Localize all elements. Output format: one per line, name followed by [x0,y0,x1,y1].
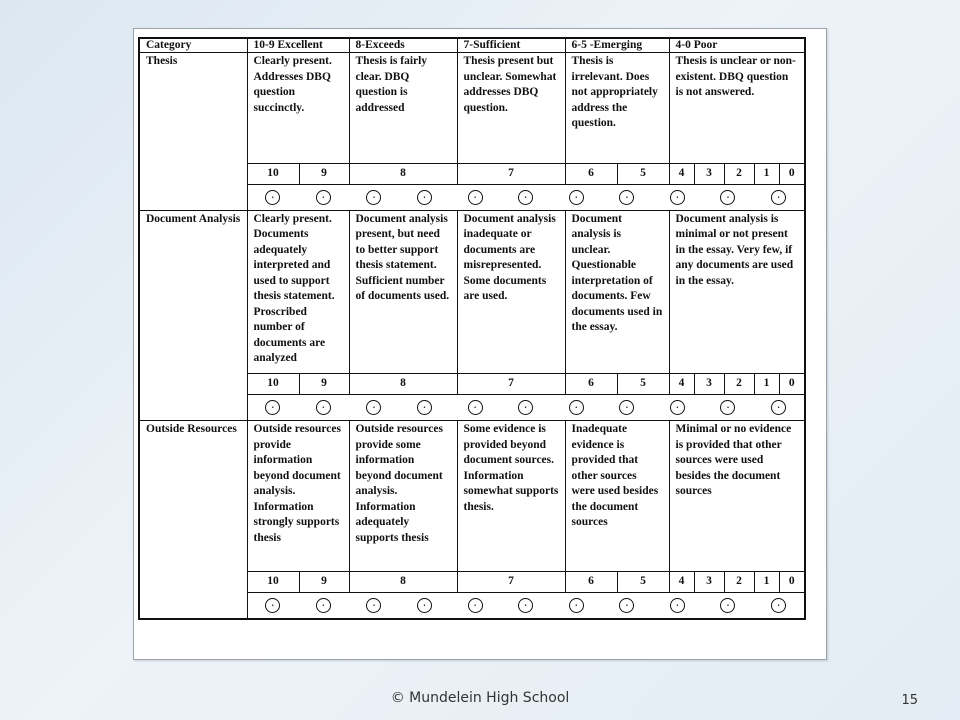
outside-resources-exceeds: Outside resources provide some information beyond document analysis. Information adequately supports thesis [349,421,457,572]
outside-resources-category: Outside Resources [139,421,247,572]
dbq-rubric-table [138,37,806,620]
score-label: 4 [669,374,694,395]
score-label: 2 [724,374,754,395]
thesis-score-row [139,163,805,184]
outside-resources-excellent: Outside resources provide information beyond document analysis. Information strongly supports thesis [247,421,349,572]
thesis-excellent: Clearly present. Addresses DBQ question succinctly. [247,53,349,164]
outside-resources-description-row [139,421,805,572]
score-label: 10 [247,374,299,395]
score-bubble-3[interactable] [619,598,634,613]
document-analysis-sufficient: Document analysis inadequate or documents are misrepresented. Some documents are used. [457,210,565,374]
score-bubble-3[interactable] [619,400,634,415]
header-sufficient: 7-Sufficient [457,38,565,53]
document-analysis-category: Document Analysis [139,210,247,374]
footer-copyright: © Mundelein High School [390,690,570,706]
score-label: 3 [694,163,724,184]
score-bubble-5[interactable] [518,598,533,613]
score-bubble-8[interactable] [366,400,381,415]
page-number: 15 [901,693,918,708]
score-label: 4 [669,571,694,592]
score-bubble-6[interactable] [468,400,483,415]
score-bubble-5[interactable] [518,400,533,415]
score-bubble-0[interactable] [771,400,786,415]
thesis-poor: Thesis is unclear or non-existent. DBQ question is not answered. [669,53,805,164]
score-bubble-1[interactable] [720,190,735,205]
thesis-exceeds: Thesis is fairly clear. DBQ question is addressed [349,53,457,164]
document-analysis-excellent: Clearly present. Documents adequately interpreted and used to support thesis statement. Proscribed number of documents are analyzed [247,210,349,374]
score-bubble-10[interactable] [265,190,280,205]
score-label: 3 [694,571,724,592]
score-label: 7 [457,163,565,184]
score-label: 9 [299,571,349,592]
score-bubble-6[interactable] [468,190,483,205]
thesis-emerging: Thesis is irrelevant. Does not appropriately address the question. [565,53,669,164]
score-label: 0 [779,374,805,395]
score-label: 1 [754,571,779,592]
score-label: 5 [617,374,669,395]
score-label: 2 [724,163,754,184]
score-label: 5 [617,163,669,184]
score-bubble-0[interactable] [771,598,786,613]
score-bubble-9[interactable] [316,400,331,415]
thesis-sufficient: Thesis present but unclear. Somewhat addresses DBQ question. [457,53,565,164]
score-label: 1 [754,163,779,184]
score-bubble-7[interactable] [417,400,432,415]
document-analysis-score-row [139,374,805,395]
score-bubble-5[interactable] [518,190,533,205]
score-label: 9 [299,163,349,184]
score-bubble-10[interactable] [265,400,280,415]
score-label: 0 [779,163,805,184]
header-category: Category [139,38,247,53]
score-bubble-6[interactable] [468,598,483,613]
document-analysis-exceeds: Document analysis present, but need to better support thesis statement. Sufficient number of documents used. [349,210,457,374]
thesis-description-row [139,53,805,164]
score-label: 6 [565,374,617,395]
document-analysis-description-row [139,210,805,374]
score-label: 6 [565,571,617,592]
document-analysis-poor: Document analysis is minimal or not present in the essay. Very few, if any documents are used in the essay. [669,210,805,374]
score-bubble-9[interactable] [316,598,331,613]
score-label: 2 [724,571,754,592]
score-bubble-3[interactable] [619,190,634,205]
score-label: 10 [247,163,299,184]
score-bubble-7[interactable] [417,598,432,613]
score-label: 10 [247,571,299,592]
score-label: 7 [457,374,565,395]
outside-resources-bubbles [248,593,805,618]
score-label: 7 [457,571,565,592]
outside-resources-emerging: Inadequate evidence is provided that other sources were used besides the document sources [565,421,669,572]
score-bubble-9[interactable] [316,190,331,205]
score-bubble-4[interactable] [569,598,584,613]
score-bubble-2[interactable] [670,190,685,205]
thesis-category: Thesis [139,53,247,164]
score-label: 1 [754,374,779,395]
outside-resources-sufficient: Some evidence is provided beyond document sources. Information somewhat supports thesis. [457,421,565,572]
score-label: 5 [617,571,669,592]
score-bubble-10[interactable] [265,598,280,613]
document-analysis-bubbles [248,395,805,420]
outside-resources-score-row [139,571,805,592]
document-analysis-bubble-row [139,395,805,421]
score-bubble-2[interactable] [670,400,685,415]
header-exceeds: 8-Exceeds [349,38,457,53]
header-excellent: 10-9 Excellent [247,38,349,53]
score-label: 0 [779,571,805,592]
score-bubble-2[interactable] [670,598,685,613]
score-bubble-4[interactable] [569,400,584,415]
score-label: 9 [299,374,349,395]
score-bubble-8[interactable] [366,598,381,613]
score-label: 6 [565,163,617,184]
outside-resources-poor: Minimal or no evidence is provided that other sources were used besides the document sources [669,421,805,572]
score-label: 3 [694,374,724,395]
score-bubble-1[interactable] [720,598,735,613]
score-bubble-0[interactable] [771,190,786,205]
outside-resources-bubble-row [139,592,805,619]
score-label: 8 [349,163,457,184]
header-poor: 4-0 Poor [669,38,805,53]
score-bubble-7[interactable] [417,190,432,205]
score-label: 4 [669,163,694,184]
score-label: 8 [349,374,457,395]
score-bubble-1[interactable] [720,400,735,415]
header-emerging: 6-5 -Emerging [565,38,669,53]
header-row [139,38,805,53]
rubric-sheet [133,28,827,660]
score-bubble-8[interactable] [366,190,381,205]
thesis-bubble-row [139,184,805,210]
document-analysis-emerging: Document analysis is unclear. Questionable interpretation of documents. Few documents used in the essay. [565,210,669,374]
score-label: 8 [349,571,457,592]
thesis-bubbles [248,185,805,210]
score-bubble-4[interactable] [569,190,584,205]
